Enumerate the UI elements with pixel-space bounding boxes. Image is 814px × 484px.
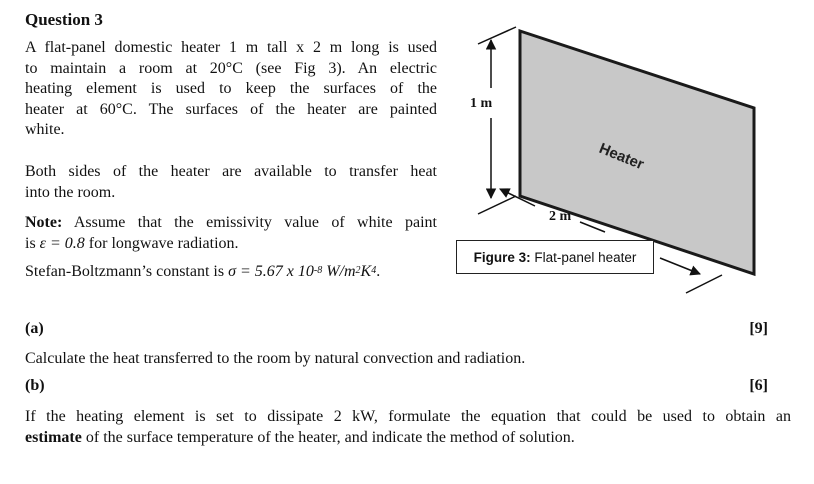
unit-part-a: W/m <box>322 263 356 280</box>
sides-line: into the room. <box>25 183 116 201</box>
part-b-text <box>25 407 791 448</box>
intro-line: heater at 60°C. The surfaces of the heater are painted <box>25 100 437 118</box>
sigma-base: σ = 5.67 x 10 <box>228 263 314 280</box>
stefan-prefix: Stefan-Boltzmann’s constant is <box>25 263 229 280</box>
heater-panel <box>520 31 754 274</box>
part-a-marks: [9] <box>749 320 768 337</box>
sides-line: Both sides of the heater are available to transfer heat <box>25 163 437 180</box>
unit-exponent-4: 4 <box>371 265 377 276</box>
sigma-exponent: -8 <box>313 265 323 276</box>
intro-line: A flat-panel domestic heater 1 m tall x 2 m long is used <box>25 39 437 56</box>
note-suffix: for longwave radiation. <box>84 234 239 252</box>
part-a-text: Calculate the heat transferred to the room by natural convection and radiation. <box>25 350 526 367</box>
intro-line: heating element is used to keep the surfaces of the <box>25 80 437 97</box>
heater-label: Heater <box>596 140 647 174</box>
part-b-label: (b) <box>25 377 45 394</box>
estimate-word: estimate <box>25 428 82 446</box>
intro-line: white. <box>25 121 65 138</box>
note-label: Note: <box>25 214 63 231</box>
figure-caption <box>456 240 654 274</box>
note-text: Assume that the emissivity value of white paint <box>73 214 437 231</box>
part-b-line-1: If the heating element is set to dissipate 2 kW, formulate the equation that could be used to obtain an <box>25 408 791 425</box>
caption-label: Figure 3: <box>473 250 531 265</box>
part-b-line-2-rest: of the surface temperature of the heater, and indicate the method of solution. <box>81 428 575 446</box>
caption-text: Flat-panel heater <box>530 250 637 265</box>
epsilon-expression: ε = 0.8 <box>39 234 85 252</box>
unit-exponent-2: 2 <box>355 265 361 276</box>
length-arrow-right <box>660 258 700 274</box>
height-extension-top <box>478 27 516 44</box>
height-label: 1 m <box>470 96 493 111</box>
unit-part-b: K <box>360 263 372 280</box>
length-extension-end <box>686 275 722 293</box>
part-b-marks: [6] <box>749 377 768 394</box>
height-extension-bottom <box>478 196 516 214</box>
question-title: Question 3 <box>25 10 103 29</box>
part-a-label: (a) <box>25 320 44 337</box>
intro-line: to maintain a room at 20°C (see Fig 3). An electric <box>25 59 437 77</box>
length-label: 2 m <box>549 209 572 224</box>
stefan-end: . <box>376 263 381 280</box>
part-b-line-2 <box>25 428 791 449</box>
note-prefix: is <box>25 234 40 252</box>
